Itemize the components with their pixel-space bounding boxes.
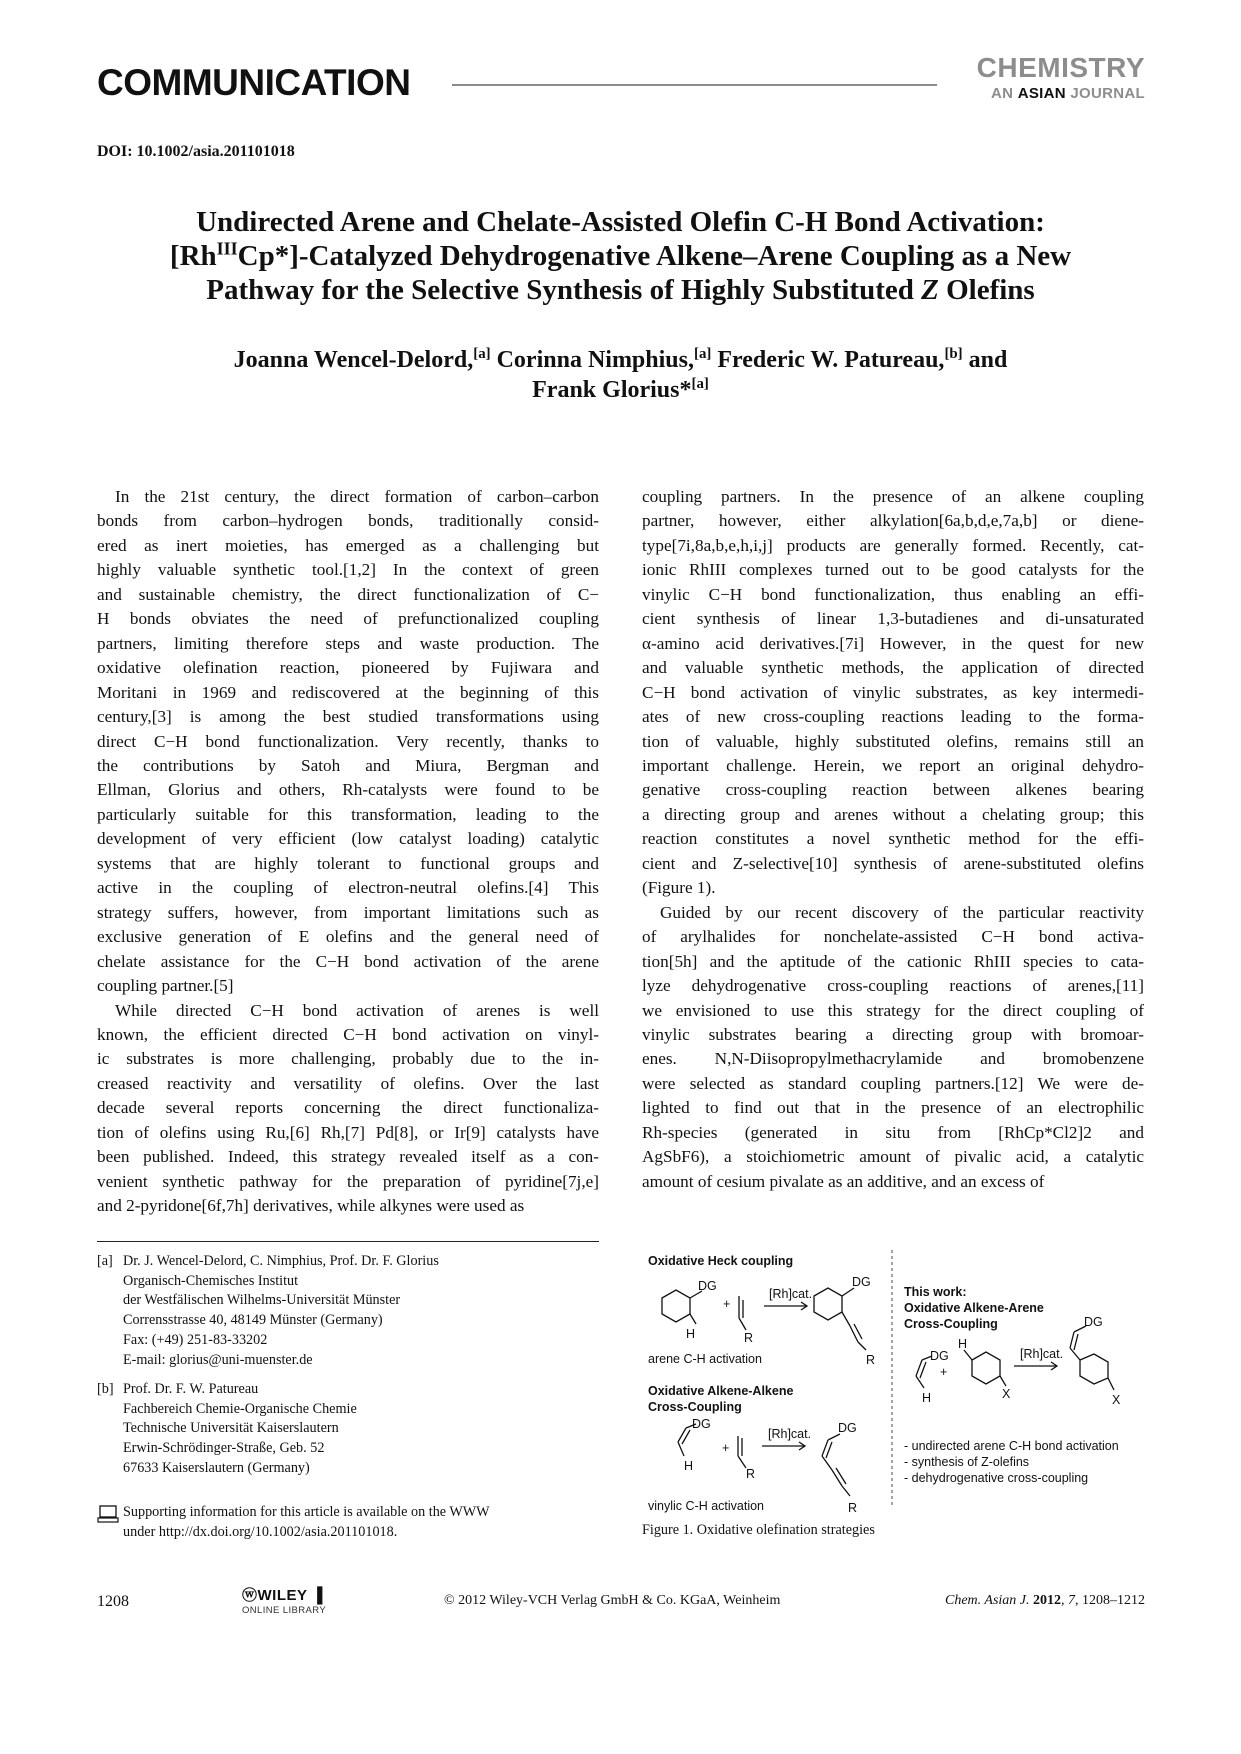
footnote-line: der Westfälischen Wilhelms-Universität Münster bbox=[123, 1292, 401, 1309]
copyright: © 2012 Wiley-VCH Verlag GmbH & Co. KGaA, Weinheim bbox=[444, 1593, 781, 1608]
text-line: ionic RhIII complexes turned out to be good catalysts for the bbox=[642, 560, 1144, 580]
affiliation-b: [b] Prof. Dr. F. W. Patureau Fachbereich Chemie-Organische Chemie Technische Universität Kaiserslautern Erwin-Schrödinger-Straße, Geb. 52 67633 Kaiserslautern (Germany) bbox=[97, 1380, 599, 1479]
work-catalyst-label: [Rh]cat. bbox=[1020, 1347, 1064, 1361]
text-line: the contributions by Satoh and Miura, Bergman and bbox=[97, 755, 599, 775]
work-title-1: This work: bbox=[904, 1285, 967, 1299]
text-line: reaction constitutes a novel synthetic method for the effi- bbox=[642, 829, 1144, 849]
footnote-line: Fax: (+49) 251-83-33202 bbox=[123, 1331, 268, 1348]
svg-text:X: X bbox=[1112, 1393, 1121, 1407]
section-label: COMMUNICATION bbox=[97, 62, 411, 103]
text-line: Ellman, Glorius and others, Rh-catalysts were found to be bbox=[97, 780, 599, 800]
work-arene-ring bbox=[972, 1352, 1000, 1384]
text-line: vinylic C−H bond functionalization, thus enabling an effi- bbox=[642, 584, 1144, 604]
alkene-title-2: Cross-Coupling bbox=[648, 1400, 742, 1414]
title-line-1: Undirected Arene and Chelate-Assisted Olefin C-H Bond Activation: bbox=[196, 206, 1045, 238]
wiley-logo: ⓦWILEY ▐ ONLINE LIBRARY bbox=[242, 1587, 327, 1616]
work-title-2: Oxidative Alkene-Arene bbox=[904, 1301, 1044, 1315]
svg-text:DG: DG bbox=[1084, 1315, 1103, 1329]
text-line: While directed C−H bond activation of arenes is well bbox=[115, 1000, 599, 1020]
svg-text:DG: DG bbox=[930, 1349, 949, 1363]
heck-subtitle: arene C-H activation bbox=[648, 1352, 762, 1366]
alkene-catalyst-label: [Rh]cat. bbox=[768, 1427, 812, 1441]
text-line: In the 21st century, the direct formation of carbon–carbon bbox=[115, 487, 599, 506]
author-2: Corinna Nimphius, bbox=[490, 347, 694, 373]
work-bullet-3: - dehydrogenative cross-coupling bbox=[904, 1471, 1089, 1485]
text-line: we envisioned to use this strategy for the direct coupling of bbox=[642, 1000, 1144, 1020]
text-line: tion of olefins using Ru,[6] Rh,[7] Pd[8], or Ir[9] catalysts have bbox=[97, 1122, 599, 1142]
svg-text:+: + bbox=[722, 1441, 730, 1455]
svg-text:+: + bbox=[723, 1297, 731, 1311]
alkene-subtitle: vinylic C-H activation bbox=[648, 1499, 765, 1513]
text-line: and valuable synthetic methods, the application of directed bbox=[642, 658, 1144, 678]
text-line: Rh-species (generated in situ from [RhCp*Cl2]2 and bbox=[642, 1122, 1144, 1142]
text-line: (Figure 1). bbox=[642, 878, 716, 898]
text-line: were selected as standard coupling partners.[12] We were de- bbox=[642, 1073, 1144, 1093]
text-line: oxidative olefination reaction, pioneered by Fujiwara and bbox=[97, 658, 599, 678]
text-line: chelate assistance for the C−H bond activation of the arene bbox=[97, 951, 599, 971]
text-line: particularly suitable for this transformation, leading to the bbox=[97, 804, 599, 824]
scheme-figure bbox=[642, 1246, 1144, 1516]
text-line: C−H bond activation of vinylic substrates, as key intermedi- bbox=[642, 682, 1144, 702]
text-line: α-amino acid derivatives.[7i] However, in the quest for new bbox=[642, 633, 1144, 653]
text-line: and sustainable chemistry, the direct functionalization of C− bbox=[97, 584, 599, 604]
text-line: systems that are highly tolerant to functional groups and bbox=[97, 853, 599, 873]
journal-logo-top: CHEMISTRY bbox=[976, 52, 1145, 83]
text-line: known, the efficient directed C−H bond activation on vinyl- bbox=[97, 1024, 599, 1044]
author-1: Joanna Wencel-Delord, bbox=[233, 347, 474, 373]
text-line: Guided by our recent discovery of the particular reactivity bbox=[660, 902, 1144, 922]
text-line: Moritani in 1969 and rediscovered at the beginning of this bbox=[97, 682, 599, 702]
affiliation-a: [a] Dr. J. Wencel-Delord, C. Nimphius, Prof. Dr. F. Glorius Organisch-Chemisches Institut der Westfälischen Wilhelms-Universität Münster Corrensstrasse 40, 48149 Münster (Germany) Fax: (+49) 251-83-33202 E-mail: glorius@uni-muenster.de bbox=[97, 1252, 599, 1370]
text-line: partners, limiting therefore steps and waste production. The bbox=[97, 633, 599, 653]
footnote-line: E-mail: glorius@uni-muenster.de bbox=[123, 1351, 313, 1368]
journal-logo bbox=[977, 53, 1145, 102]
text-line: cient synthesis of linear 1,3-butadienes and di-unsaturated bbox=[642, 609, 1144, 629]
svg-text:DG: DG bbox=[698, 1279, 717, 1293]
text-line: enes. N,N-Diisopropylmethacrylamide and bromobenzene bbox=[642, 1049, 1144, 1069]
page-number: 1208 bbox=[97, 1593, 129, 1610]
author-list: Joanna Wencel-Delord,[a] Corinna Nimphius,[a] Frederic W. Patureau,[b] and Frank Glorius*[a] bbox=[233, 346, 1008, 403]
svg-text:R: R bbox=[866, 1353, 876, 1367]
footnote-line: Dr. J. Wencel-Delord, C. Nimphius, Prof. Dr. F. Glorius bbox=[123, 1253, 439, 1269]
text-line: development of very efficient (low catalyst loading) catalytic bbox=[97, 829, 599, 849]
heck-product-ring bbox=[814, 1288, 842, 1320]
text-line: strategy suffers, however, from important limitations such as bbox=[97, 902, 599, 922]
footnote-line: under http://dx.doi.org/10.1002/asia.201101018. bbox=[123, 1523, 398, 1540]
article-title bbox=[90, 205, 1151, 307]
text-line: ates of new cross-coupling reactions leading to the forma- bbox=[642, 707, 1144, 727]
text-line: exclusive generation of E olefins and the general need of bbox=[97, 927, 599, 947]
text-line: lighted to find out that in the presence of an electrophilic bbox=[642, 1098, 1144, 1118]
text-line: highly valuable synthetic tool.[1,2] In the context of green bbox=[97, 560, 599, 580]
text-line: a directing group and arenes without a chelating group; this bbox=[642, 804, 1144, 824]
svg-text:+: + bbox=[940, 1365, 948, 1379]
book-icon: ▐ bbox=[311, 1587, 324, 1604]
text-line: AgSbF6), a stoichiometric amount of pivalic acid, a catalytic bbox=[642, 1147, 1144, 1167]
text-line: and 2-pyridone[6f,7h] derivatives, while alkynes were used as bbox=[97, 1196, 525, 1216]
footnote-rule bbox=[97, 1241, 599, 1242]
text-line: decade several reports concerning the direct functionaliza- bbox=[97, 1098, 599, 1118]
text-line: century,[3] is among the best studied transformations using bbox=[97, 707, 599, 727]
text-line: important challenge. Herein, we report an original dehydro- bbox=[642, 755, 1144, 775]
text-line: of arylhalides for nonchelate-assisted C−H bond activa- bbox=[642, 927, 1144, 947]
svg-text:R: R bbox=[744, 1331, 754, 1345]
text-line: amount of cesium pivalate as an additive, and an excess of bbox=[642, 1171, 1045, 1191]
heck-arene-ring bbox=[662, 1290, 690, 1322]
work-bullet-2: - synthesis of Z-olefins bbox=[904, 1455, 1030, 1469]
svg-text:DG: DG bbox=[838, 1421, 857, 1435]
text-line: cient and Z-selective[10] synthesis of arene-substituted olefins bbox=[642, 853, 1144, 873]
footnote-line: Corrensstrasse 40, 48149 Münster (Germany) bbox=[123, 1312, 383, 1329]
text-line: type[7i,8a,b,e,h,i,j] products are generally formed. Recently, cat- bbox=[642, 535, 1144, 555]
header-rule bbox=[452, 84, 937, 86]
right-column bbox=[642, 485, 1144, 1194]
footnote-line: Technische Universität Kaiserslautern bbox=[123, 1420, 339, 1437]
author-3: Frederic W. Patureau, bbox=[711, 347, 945, 373]
work-bullet-1: - undirected arene C-H bond activation bbox=[904, 1439, 1119, 1453]
text-line: partner, however, either alkylation[6a,b,d,e,7a,b] or diene- bbox=[642, 511, 1144, 531]
wiley-w-icon: ⓦ bbox=[242, 1587, 258, 1604]
text-line: tion of valuable, highly substituted olefins, remains still an bbox=[642, 731, 1144, 751]
svg-text:R: R bbox=[746, 1467, 756, 1481]
text-line: coupling partners. In the presence of an alkene coupling bbox=[642, 487, 1144, 506]
text-line: H bonds obviates the need of prefunctionalized coupling bbox=[97, 609, 599, 629]
svg-text:DG: DG bbox=[692, 1417, 711, 1431]
doi: DOI: 10.1002/asia.201101018 bbox=[97, 143, 295, 160]
text-line: genative cross-coupling reaction between alkenes bearing bbox=[642, 780, 1144, 800]
work-product-ring bbox=[1080, 1354, 1108, 1384]
footnote-line: Supporting information for this article is available on the WWW bbox=[123, 1504, 490, 1520]
svg-text:X: X bbox=[1002, 1387, 1011, 1401]
text-line: bonds from carbon–hydrogen bonds, traditionally consid- bbox=[97, 511, 599, 531]
text-line: tion[5h] and the aptitude of the cationic RhIII species to cata- bbox=[642, 951, 1144, 971]
computer-icon bbox=[97, 1505, 119, 1523]
left-column bbox=[97, 485, 599, 1219]
text-line: been published. Indeed, this strategy revealed itself as a con- bbox=[97, 1147, 599, 1167]
title-line-2: $[Rh^{III}Cp*]$-Catalyzed Dehydrogenative Alkene–Arene Coupling as a New bbox=[169, 238, 1072, 272]
text-line: active in the coupling of electron-neutral olefins.[4] This bbox=[97, 878, 599, 898]
svg-text:H: H bbox=[922, 1391, 932, 1405]
heck-catalyst-label: [Rh]cat. bbox=[769, 1287, 813, 1301]
svg-text:R: R bbox=[848, 1501, 858, 1515]
text-line: creased reactivity and versatility of olefins. Over the last bbox=[97, 1073, 599, 1093]
text-line: direct C−H bond functionalization. Very recently, thanks to bbox=[97, 731, 599, 751]
text-line: venient synthetic pathway for the preparation of pyridine[7j,e] bbox=[97, 1171, 599, 1191]
citation: Chem. Asian J. 2012, 7, 1208–1212 bbox=[944, 1593, 1145, 1608]
footnote-line: Erwin-Schrödinger-Straße, Geb. 52 bbox=[123, 1440, 325, 1457]
footnote-line: Organisch-Chemisches Institut bbox=[123, 1272, 299, 1289]
supporting-info bbox=[97, 1503, 599, 1542]
footnote-line: Prof. Dr. F. W. Patureau bbox=[123, 1381, 259, 1397]
footnote-line: Fachbereich Chemie-Organische Chemie bbox=[123, 1400, 357, 1417]
author-4: Frank Glorius* bbox=[532, 377, 692, 403]
svg-text:H: H bbox=[686, 1327, 696, 1341]
text-line: coupling partner.[5] bbox=[97, 976, 234, 996]
footnote-line: 67633 Kaiserslautern (Germany) bbox=[123, 1459, 310, 1476]
alkene-title-1: Oxidative Alkene-Alkene bbox=[648, 1384, 794, 1398]
journal-logo-bottom: AN ASIAN JOURNAL bbox=[991, 85, 1145, 102]
text-line: ered as inert moieties, has emerged as a challenging but bbox=[97, 535, 599, 555]
figure-caption: Figure 1. Oxidative olefination strategies bbox=[642, 1522, 875, 1538]
text-line: ic substrates is more challenging, probably due to the in- bbox=[97, 1049, 599, 1069]
text-line: lyze dehydrogenative cross-coupling reactions of arenes,[11] bbox=[642, 976, 1144, 996]
heck-title: Oxidative Heck coupling bbox=[648, 1254, 794, 1268]
svg-text:DG: DG bbox=[852, 1275, 871, 1289]
title-line-3: Pathway for the Selective Synthesis of Highly Substituted Z Olefins bbox=[206, 274, 1035, 306]
svg-text:H: H bbox=[684, 1459, 694, 1473]
svg-text:H: H bbox=[958, 1337, 968, 1351]
work-title-3: Cross-Coupling bbox=[904, 1317, 998, 1331]
text-line: vinylic substrates bearing a directing group with bromoar- bbox=[642, 1024, 1144, 1044]
